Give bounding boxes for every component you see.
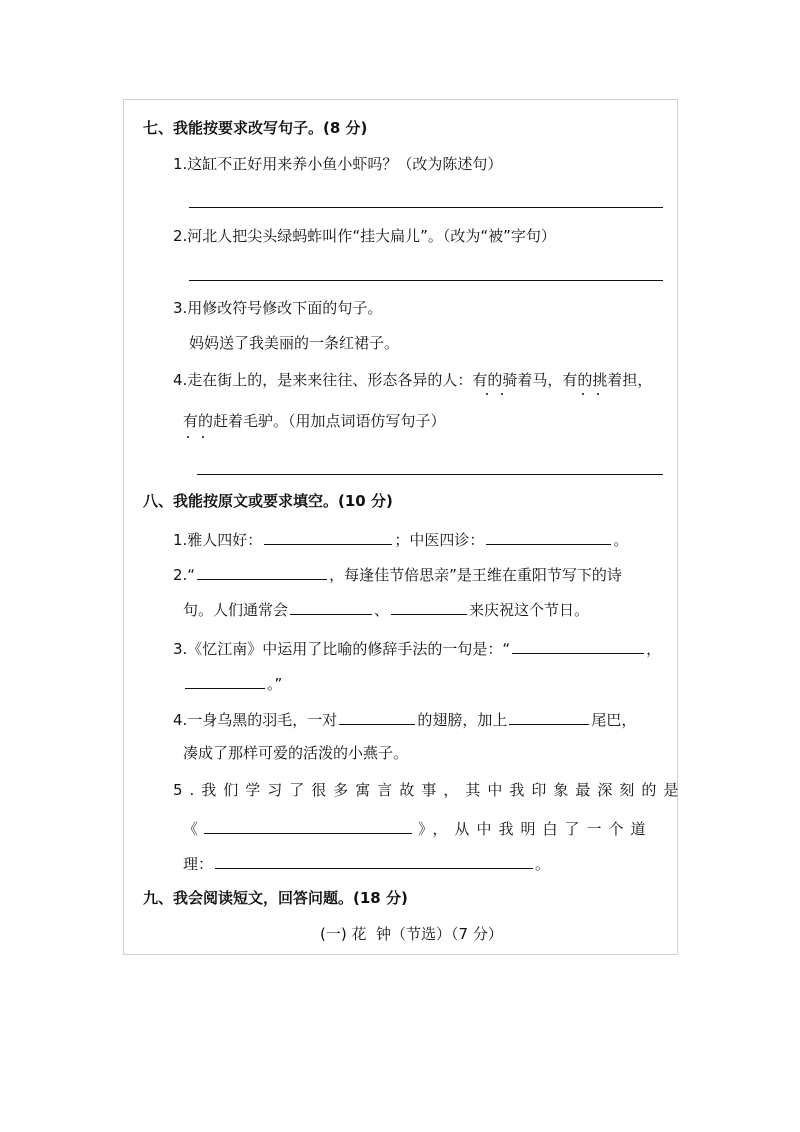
question-7-4-line1: 4.走在街上的，是来来往往、形态各异的人：有的骑着马，有的挑着担，: [173, 371, 653, 389]
fill-blank[interactable]: [512, 638, 644, 654]
fill-blank[interactable]: [264, 529, 392, 545]
emphasis-dot: [486, 393, 488, 395]
question-8-2-prefix: 2.“: [173, 566, 196, 584]
fill-blank[interactable]: [486, 529, 611, 545]
question-8-5-label: 理：: [183, 855, 214, 873]
question-8-5-end-line: [183, 853, 550, 874]
answer-line-7-2[interactable]: [189, 280, 663, 281]
question-8-3-text: 3.《忆江南》中运用了比喻的修辞手法的一句是：“: [173, 640, 511, 658]
question-7-2: 2.河北人把尖头绿蚂蚱叫作“挂大扁儿”。（改为“被”字句）: [173, 227, 556, 245]
question-8-3: [173, 638, 661, 659]
section-7-title: 七、我能按要求改写句子。(8 分): [143, 119, 368, 137]
fill-blank[interactable]: [204, 818, 412, 834]
emphasis-dot: [202, 436, 204, 438]
question-8-3-cont: [183, 673, 282, 694]
question-8-4-text: 4.一身乌黑的羽毛，一对: [173, 711, 338, 729]
fill-blank[interactable]: [509, 709, 589, 725]
question-8-5-end: 。: [535, 855, 551, 873]
fill-blank[interactable]: [290, 599, 372, 615]
fill-blank[interactable]: [215, 853, 533, 869]
question-8-2-end: 来庆祝这个节日。: [469, 601, 590, 619]
question-8-2-cont-text: 句。人们通常会: [183, 601, 289, 619]
reading-subtitle: (一) 花 钟（节选）（7 分）: [320, 925, 503, 943]
emphasis-dot: [187, 436, 189, 438]
question-7-3: 3.用修改符号修改下面的句子。: [173, 299, 383, 317]
question-8-2-text: ，每逢佳节倍思亲”是王维在重阳节写下的诗: [329, 566, 622, 584]
question-8-1-prefix: 1.雅人四好：: [173, 531, 263, 549]
question-8-3-end: 。”: [267, 675, 283, 693]
question-8-3-comma: ，: [646, 640, 662, 658]
question-8-5-open: 《: [183, 820, 199, 838]
question-8-5: 5.我们学习了很多寓言故事，其中我印象最深刻的是: [173, 781, 686, 799]
emphasis-dot: [597, 393, 599, 395]
question-7-4-line2: 有的赶着毛驴。（用加点词语仿写句子）: [183, 412, 446, 430]
section-8-title: 八、我能按原文或要求填空。(10 分): [143, 492, 393, 510]
fill-blank[interactable]: [185, 673, 265, 689]
question-8-1-mid: ；中医四诊：: [394, 531, 485, 549]
question-8-4-cont: 凑成了那样可爱的活泼的小燕子。: [183, 744, 409, 762]
answer-line-7-4[interactable]: [197, 474, 663, 475]
question-8-2-sep: 、: [374, 601, 390, 619]
section-9-title: 九、我会阅读短文，回答问题。(18 分): [143, 889, 408, 907]
fill-blank[interactable]: [391, 599, 467, 615]
question-8-2: [173, 564, 622, 585]
question-8-1-end: 。: [613, 531, 629, 549]
question-8-4-mid: 的翅膀，加上: [417, 711, 508, 729]
question-8-5-text: 》，从中我明白了一个道: [418, 820, 653, 838]
question-7-1: 1.这缸不正好用来养小鱼小虾吗？（改为陈述句）: [173, 155, 503, 173]
question-7-3-sentence: 妈妈送了我美丽的一条红裙子。: [189, 334, 400, 352]
question-8-5-cont: [183, 818, 653, 839]
question-8-1: [173, 529, 628, 550]
question-8-4: [173, 709, 636, 730]
fill-blank[interactable]: [197, 564, 327, 580]
emphasis-dot: [582, 393, 584, 395]
emphasis-dot: [501, 393, 503, 395]
fill-blank[interactable]: [339, 709, 415, 725]
question-8-4-end: 尾巴，: [591, 711, 637, 729]
answer-line-7-1[interactable]: [189, 207, 663, 208]
question-8-2-cont: [183, 599, 589, 620]
